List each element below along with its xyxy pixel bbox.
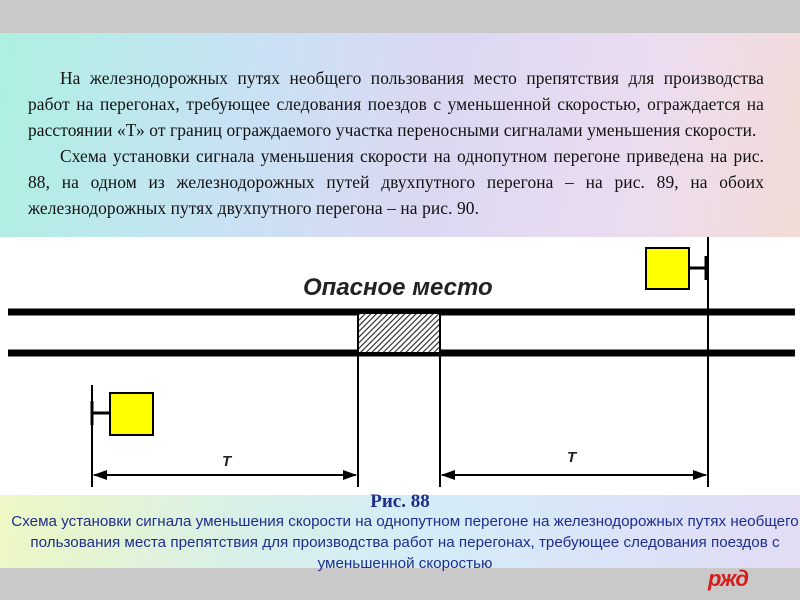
danger-zone (358, 313, 440, 353)
rzd-logo: ржд (708, 566, 748, 591)
danger-place-label: Опасное место (303, 274, 493, 301)
figure-caption: Схема установки сигнала уменьшения скорости на однопутном перегоне на железнодорожных путях необщего пользования места препятствия для производства работ на перегонах, требующее следования поездов с уменьшенной скоростью (11, 513, 799, 572)
distance-label-right: Т (567, 449, 577, 466)
intro-paragraph-1: На железнодорожных путях необщего пользования место препятствия для производства работ на перегонах, требующее следования поездов с уменьшенной скоростью, ограждается на расстоянии «Т» от границ ограждаемого участка переносными сигналами уменьшения скорости. (28, 68, 764, 140)
intro-text (28, 65, 764, 221)
speed-signal-right (646, 248, 706, 289)
intro-paragraph-2: Схема установки сигнала уменьшения скорости на однопутном перегоне приведена на рис. 88, на одном из железнодорожных путей двухпутного перегона – на рис. 89, на обоих железнодорожных путях двухпутного перегона – на рис. 90. (28, 146, 764, 218)
figure-number: Рис. 88 (370, 491, 430, 512)
speed-signal-left (92, 393, 153, 435)
track-diagram (0, 237, 800, 495)
distance-label-left: Т (222, 453, 232, 470)
intro-panel (0, 33, 800, 237)
caption-panel (0, 491, 800, 572)
